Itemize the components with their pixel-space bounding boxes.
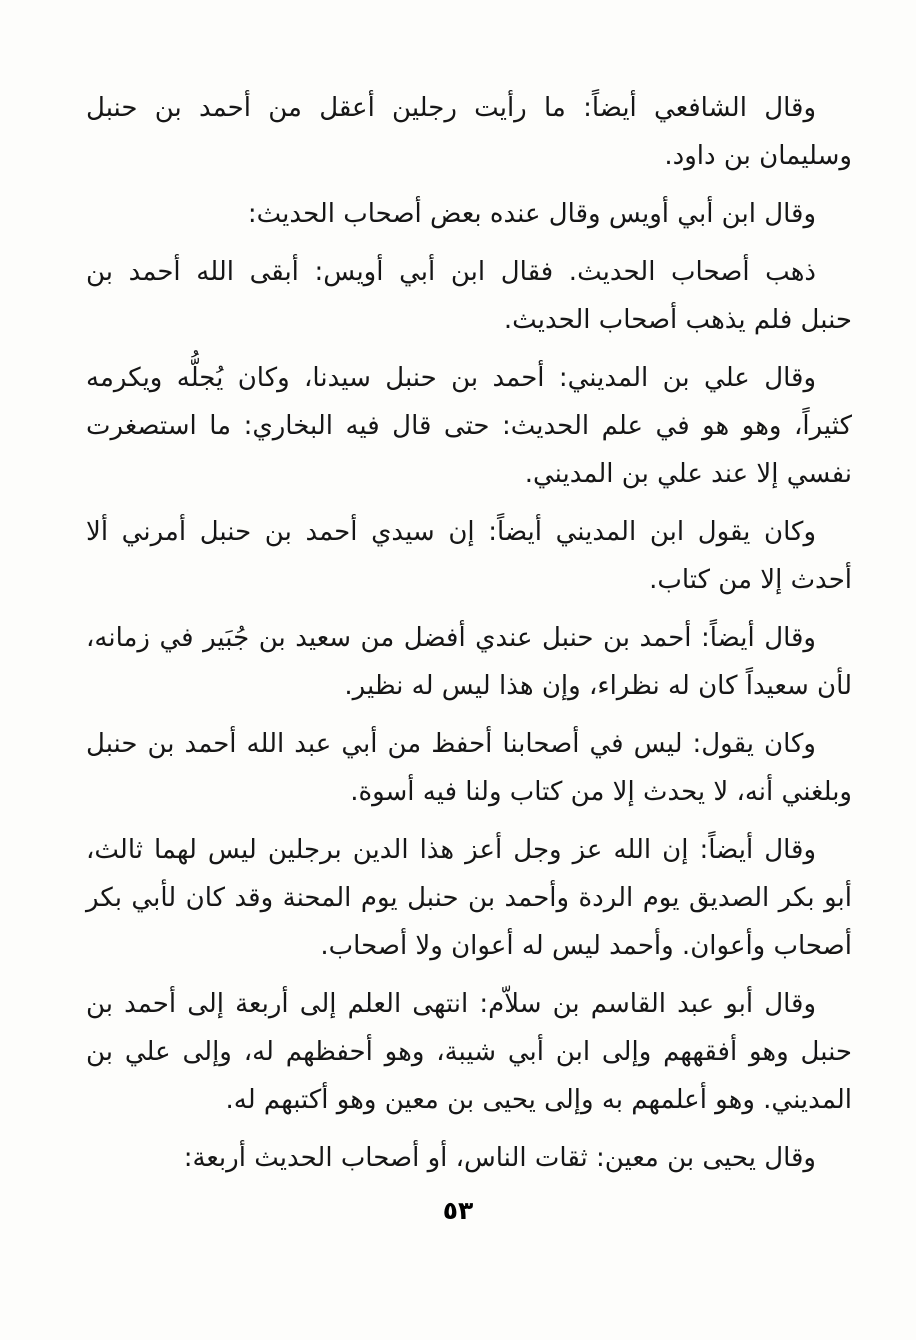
text-line: أبو بكر الصديق يوم الردة وأحمد بن حنبل يوم المحنة وقد كان لأبي بكر xyxy=(86,883,852,913)
text-line: كثيراً، وهو هو في علم الحديث: حتى قال فيه البخاري: ما استصغرت xyxy=(86,411,852,441)
text-line: حنبل وهو أفقههم وإلى ابن أبي شيبة، وهو أحفظهم له، وإلى علي بن xyxy=(86,1037,852,1067)
page-text-block xyxy=(86,84,852,1182)
text-line: نفسي إلا عند علي بن المديني. xyxy=(524,459,852,489)
paragraph xyxy=(86,980,852,1124)
text-line: وقال يحيى بن معين: ثقات الناس، أو أصحاب الحديث أربعة: xyxy=(183,1143,816,1173)
paragraph xyxy=(86,720,852,816)
text-line: وسليمان بن داود. xyxy=(664,141,852,171)
text-line: وقال الشافعي أيضاً: ما رأيت رجلين أعقل من أحمد بن حنبل xyxy=(86,93,816,123)
text-line: وكان يقول: ليس في أصحابنا أحفظ من أبي عبد الله أحمد بن حنبل xyxy=(86,729,816,759)
paragraph xyxy=(86,84,852,180)
paragraph xyxy=(86,248,852,344)
text-line: وقال أيضاً: أحمد بن حنبل عندي أفضل من سعيد بن جُبَير في زمانه، xyxy=(86,623,816,653)
page-number: ٥٣ xyxy=(442,1196,474,1225)
text-line: أحدث إلا من كتاب. xyxy=(649,565,852,595)
text-line: حنبل فلم يذهب أصحاب الحديث. xyxy=(503,305,852,335)
text-line: وقال أبو عبد القاسم بن سلاّم: انتهى العلم إلى أربعة إلى أحمد بن xyxy=(86,989,816,1019)
text-line: وقال أيضاً: إن الله عز وجل أعز هذا الدين برجلين ليس لهما ثالث، xyxy=(86,835,816,865)
paragraph xyxy=(86,190,852,238)
paragraph xyxy=(86,826,852,970)
text-line: وبلغني أنه، لا يحدث إلا من كتاب ولنا فيه أسوة. xyxy=(350,777,852,807)
text-line: أصحاب وأعوان. وأحمد ليس له أعوان ولا أصحاب. xyxy=(320,931,852,961)
text-line: وقال ابن أبي أويس وقال عنده بعض أصحاب الحديث: xyxy=(247,199,816,229)
text-line: المديني. وهو أعلمهم به وإلى يحيى بن معين وهو أكتبهم له. xyxy=(225,1085,852,1115)
paragraph xyxy=(86,508,852,604)
text-line: ذهب أصحاب الحديث. فقال ابن أبي أويس: أبقى الله أحمد بن xyxy=(86,257,816,287)
paragraph xyxy=(86,614,852,710)
text-line: لأن سعيداً كان له نظراء، وإن هذا ليس له نظير. xyxy=(344,671,852,701)
text-line: وكان يقول ابن المديني أيضاً: إن سيدي أحمد بن حنبل أمرني ألا xyxy=(86,517,816,547)
paragraph xyxy=(86,354,852,498)
text-line: وقال علي بن المديني: أحمد بن حنبل سيدنا، وكان يُجلُّه ويكرمه xyxy=(86,363,816,393)
paragraph xyxy=(86,1134,852,1182)
